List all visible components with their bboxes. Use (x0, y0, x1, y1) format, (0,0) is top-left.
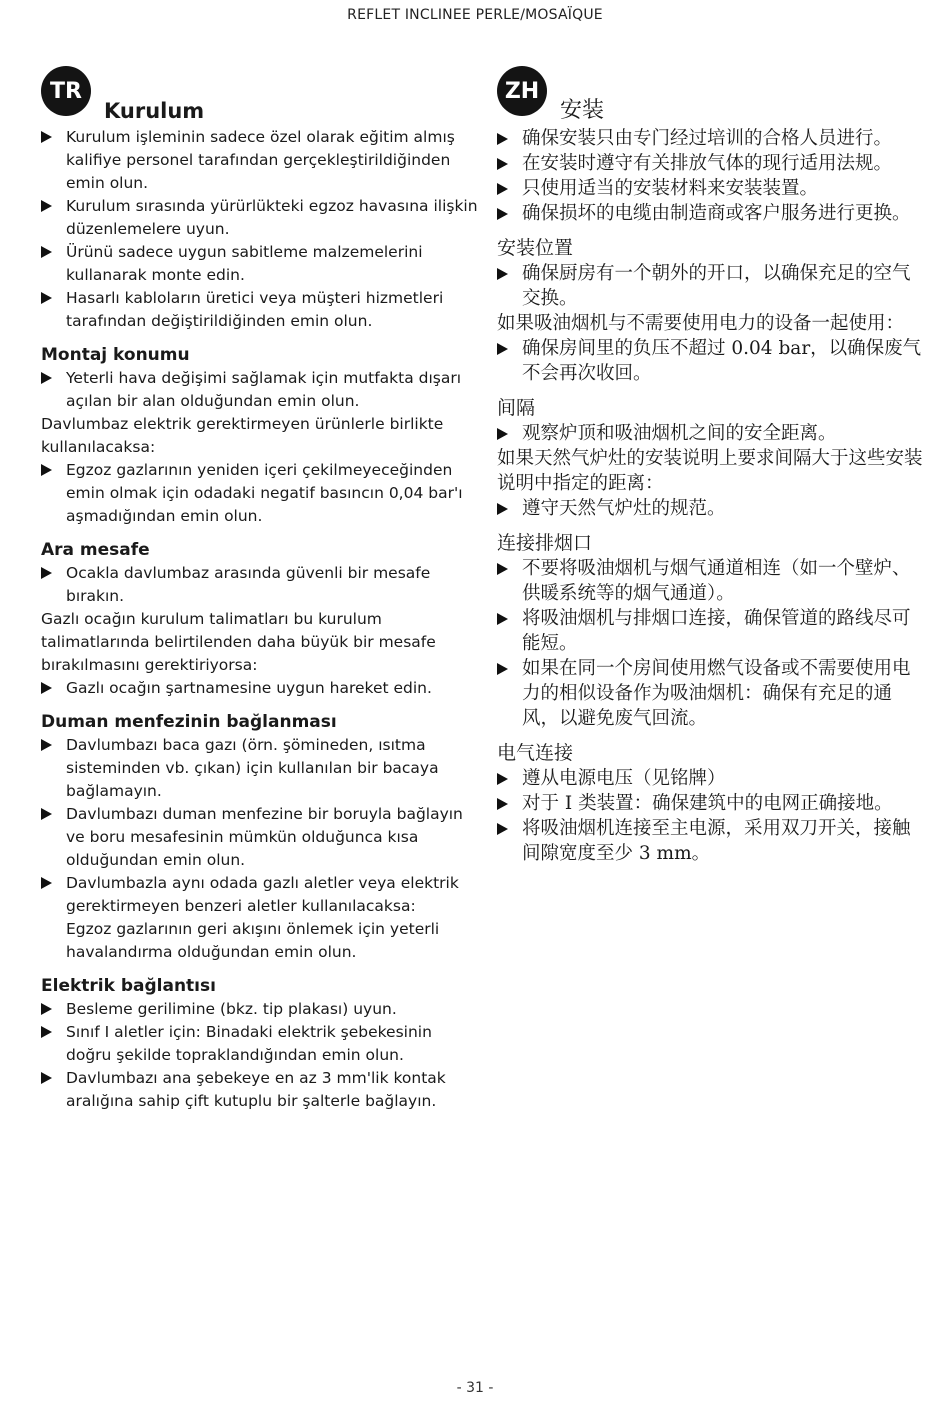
bullet-text: 将吸油烟机与排烟口连接，确保管道的路线尽可能短。 (522, 608, 911, 654)
bullet-item (41, 1021, 481, 1067)
tr-title-row (41, 66, 481, 122)
triangle-bullet-icon (497, 798, 508, 810)
tr-section-title: Kurulum (104, 99, 205, 123)
bullet-item (41, 562, 481, 608)
bullet-item (497, 336, 925, 386)
triangle-bullet-icon (497, 663, 508, 675)
bullet-item (497, 126, 925, 151)
bullet-text: 将吸油烟机连接至主电源，采用双刀开关，接触间隙宽度至少 3 mm。 (522, 818, 911, 864)
triangle-bullet-icon (497, 428, 508, 440)
bullet-item (41, 459, 481, 528)
triangle-bullet-icon (497, 133, 508, 145)
triangle-bullet-icon (41, 877, 52, 889)
tr-language-badge: TR (41, 66, 91, 116)
bullet-text: Davlumbazı duman menfezine bir boruyla bağlayın ve boru mesafesinin mümkün olduğunca kısa olduğundan emin olun. (66, 805, 463, 869)
subsection-heading: 连接排烟口 (497, 532, 593, 554)
triangle-bullet-icon (497, 823, 508, 835)
bullet-text: 在安装时遵守有关排放气体的现行适用法规。 (522, 153, 893, 174)
bullet-item (41, 677, 481, 700)
bullet-text: 对于 I 类装置：确保建筑中的电网正确接地。 (522, 793, 893, 814)
bullet-item (497, 176, 925, 201)
bullet-text: 遵守天然气炉灶的规范。 (522, 498, 726, 519)
triangle-bullet-icon (497, 613, 508, 625)
subsection-heading: 安装位置 (497, 237, 574, 259)
triangle-bullet-icon (41, 682, 52, 694)
paragraph-text: Davlumbaz elektrik gerektirmeyen ürünlerle birlikte kullanılacaksa: (41, 415, 444, 456)
tr-content (41, 126, 481, 1113)
triangle-bullet-icon (41, 1072, 52, 1084)
triangle-bullet-icon (41, 808, 52, 820)
bullet-item (497, 261, 925, 311)
bullet-item (41, 734, 481, 803)
zh-section-title: 安装 (560, 98, 605, 123)
bullet-text: Davlumbazı ana şebekeye en az 3 mm'lik kontak aralığına sahip çift kutuplu bir şalterle bağlayın. (66, 1069, 446, 1110)
triangle-bullet-icon (497, 563, 508, 575)
bullet-text: Gazlı ocağın şartnamesine uygun hareket edin. (66, 679, 432, 697)
bullet-item (497, 816, 925, 866)
triangle-bullet-icon (41, 131, 52, 143)
bullet-text: Ürünü sadece uygun sabitleme malzemelerini kullanarak monte edin. (66, 243, 423, 284)
bullet-text: 观察炉顶和吸油烟机之间的安全距离。 (522, 423, 837, 444)
subsection-heading: 电气连接 (497, 742, 574, 764)
bullet-text: Yeterli hava değişimi sağlamak için mutfakta dışarı açılan bir alan olduğundan emin olun. (66, 369, 462, 410)
bullet-item (497, 656, 925, 731)
bullet-text: Egzoz gazlarının yeniden içeri çekilmeyeceğinden emin olmak için odadaki negatif basıncın 0,04 bar'ı aşmadığından emin olun. (66, 461, 463, 525)
bullet-text: 确保房间里的负压不超过 0.04 bar，以确保废气不会再次收回。 (522, 338, 922, 384)
bullet-text: Sınıf I aletler için: Binadaki elektrik şebekesinin doğru şekilde topraklandığından emin olun. (66, 1023, 432, 1064)
bullet-text: 如果在同一个房间使用燃气设备或不需要使用电力的相似设备作为吸油烟机：确保有充足的通风，以避免废气回流。 (522, 658, 911, 729)
zh-content (497, 126, 925, 866)
triangle-bullet-icon (41, 567, 52, 579)
chinese-column (497, 66, 925, 866)
triangle-bullet-icon (41, 739, 52, 751)
bullet-item (41, 287, 481, 333)
bullet-item (497, 766, 925, 791)
subsection-heading: 间隔 (497, 397, 536, 419)
bullet-text: 不要将吸油烟机与烟气通道相连（如一个壁炉、供暖系统等的烟气通道）。 (522, 558, 911, 604)
page-header: REFLET INCLINEE PERLE/MOSAÏQUE (347, 7, 603, 23)
triangle-bullet-icon (41, 246, 52, 258)
triangle-bullet-icon (41, 1026, 52, 1038)
subsection-heading: Montaj konumu (41, 345, 190, 365)
triangle-bullet-icon (41, 200, 52, 212)
bullet-text: 确保安装只由专门经过培训的合格人员进行。 (522, 128, 893, 149)
bullet-item (41, 126, 481, 195)
triangle-bullet-icon (41, 292, 52, 304)
paragraph-text: Gazlı ocağın kurulum talimatları bu kurulum talimatlarında belirtilenden daha büyük bir mesafe bırakılmasını gerektiriyorsa: (41, 610, 436, 674)
bullet-text: Kurulum sırasında yürürlükteki egzoz havasına ilişkin düzenlemelere uyun. (66, 197, 478, 238)
turkish-column (41, 66, 481, 1113)
subsection-heading: Elektrik bağlantısı (41, 976, 216, 996)
bullet-text: Ocakla davlumbaz arasında güvenli bir mesafe bırakın. (66, 564, 431, 605)
bullet-text: 确保厨房有一个朝外的开口，以确保充足的空气交换。 (522, 263, 911, 309)
triangle-bullet-icon (497, 208, 508, 220)
bullet-item (497, 421, 925, 446)
bullet-item (41, 872, 481, 964)
triangle-bullet-icon (497, 183, 508, 195)
paragraph-text: 如果天然气炉灶的安装说明上要求间隔大于这些安装说明中指定的距离： (497, 448, 923, 494)
subsection-heading: Ara mesafe (41, 540, 150, 560)
page-number: - 31 - (456, 1380, 494, 1396)
bullet-item (497, 496, 925, 521)
zh-language-badge: ZH (497, 66, 547, 116)
bullet-text: Davlumbazla aynı odada gazlı aletler veya elektrik gerektirmeyen benzeri aletler kullanılacaksa: Egzoz gazlarının geri akışını önlemek için yeterli havalandırma olduğundan emin olun. (66, 874, 459, 961)
bullet-item (497, 606, 925, 656)
paragraph-text: 如果吸油烟机与不需要使用电力的设备一起使用： (497, 313, 905, 334)
bullet-item (497, 201, 925, 226)
bullet-text: Hasarlı kabloların üretici veya müşteri hizmetleri tarafından değiştirildiğinden emin olun. (66, 289, 444, 330)
triangle-bullet-icon (497, 343, 508, 355)
bullet-text: 确保损坏的电缆由制造商或客户服务进行更换。 (522, 203, 911, 224)
bullet-text: Kurulum işleminin sadece özel olarak eğitim almış kalifiye personel tarafından gerçekleştirildiğinden emin olun. (66, 128, 455, 192)
bullet-item (41, 1067, 481, 1113)
triangle-bullet-icon (497, 268, 508, 280)
bullet-item (497, 151, 925, 176)
bullet-text: 只使用适当的安装材料来安装装置。 (522, 178, 819, 199)
triangle-bullet-icon (41, 1003, 52, 1015)
subsection-heading: Duman menfezinin bağlanması (41, 712, 337, 732)
bullet-item (497, 791, 925, 816)
triangle-bullet-icon (497, 503, 508, 515)
bullet-text: Besleme gerilimine (bkz. tip plakası) uyun. (66, 1000, 397, 1018)
bullet-item (41, 241, 481, 287)
bullet-text: 遵从电源电压（见铭牌） (522, 768, 726, 789)
zh-title-row (497, 66, 925, 122)
triangle-bullet-icon (497, 773, 508, 785)
bullet-item (41, 367, 481, 413)
triangle-bullet-icon (41, 464, 52, 476)
triangle-bullet-icon (41, 372, 52, 384)
bullet-text: Davlumbazı baca gazı (örn. şömineden, ısıtma sisteminden vb. çıkan) için kullanılan bir bacaya bağlamayın. (66, 736, 439, 800)
bullet-item (497, 556, 925, 606)
bullet-item (41, 803, 481, 872)
triangle-bullet-icon (497, 158, 508, 170)
bullet-item (41, 998, 481, 1021)
bullet-item (41, 195, 481, 241)
